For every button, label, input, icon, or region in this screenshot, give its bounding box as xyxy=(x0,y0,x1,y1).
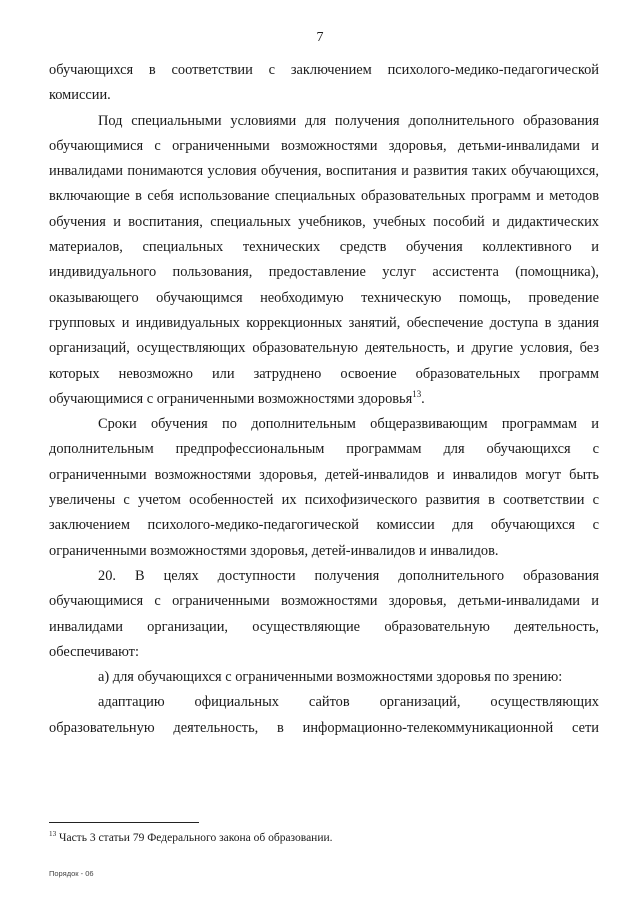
paragraph-4 xyxy=(49,564,599,665)
paragraph-6 xyxy=(49,690,599,741)
body-text xyxy=(49,58,599,741)
paragraph-3-text: Сроки обучения по дополнительным общеразвивающим программам и дополнительным предпрофессиональным программам для обучающихся с ограниченными возможностями здоровья, детей-инвалидов и инвалидов могут быть увеличены с учетом особенностей их психофизического развития в соответствии с заключением психолого-медико-педагогической комиссии для обучающихся с ограниченными возможностями здоровья, детей-инвалидов и инвалидов. xyxy=(49,416,599,559)
paragraph-4-text: 20. В целях доступности получения дополнительного образования обучающимися с ограниченными возможностями здоровья, детьми-инвалидами и инвалидами организации, осуществляющие образовательную деятельность, обеспечивают: xyxy=(49,567,599,660)
paragraph-5 xyxy=(49,665,599,690)
footnote-text: Часть 3 статьи 79 Федерального закона об образовании. xyxy=(56,832,333,844)
paragraph-2-text: Под специальными условиями для получения дополнительного образования обучающимися с ограниченными возможностями здоровья, детьми-инвалидами и инвалидами понимаются условия обучения, воспитания и развития таких обучающихся, включающие в себя использование специальных образовательных программ и методов обучения и воспитания, специальных учебников, учебных пособий и дидактических материалов, специальных технических средств обучения коллективного и индивидуального пользования, предоставление услуг ассистента (помощника), оказывающего обучающимся необходимую техническую помощь, проведение групповых и индивидуальных коррекционных занятий, обеспечение доступа в здания организаций, осуществляющих образовательную деятельность, и другие условия, без которых невозможно или затруднено освоение образовательных программ обучающимися с ограниченными возможностями здоровья xyxy=(49,112,599,407)
paragraph-1-text: обучающихся в соответствии с заключением психолого-медико-педагогической комиссии. xyxy=(49,62,599,104)
footnote-reference: 13 xyxy=(412,389,422,400)
footnote-separator xyxy=(49,822,199,823)
paragraph-2-suffix: . xyxy=(421,390,425,407)
page-number: 7 xyxy=(316,30,324,45)
paragraph-1 xyxy=(49,58,599,109)
paragraph-6-text: адаптацию официальных сайтов организаций, осуществляющих образовательную деятельность, в информационно-телекоммуникационной сети xyxy=(49,694,599,736)
paragraph-5-text: а) для обучающихся с ограниченными возможностями здоровья по зрению: xyxy=(98,669,563,686)
paragraph-2 xyxy=(49,109,599,413)
document-code: Порядок - 06 xyxy=(49,869,94,878)
footnote-number: 13 xyxy=(49,830,57,839)
footnote xyxy=(49,832,599,844)
paragraph-3 xyxy=(49,412,599,564)
